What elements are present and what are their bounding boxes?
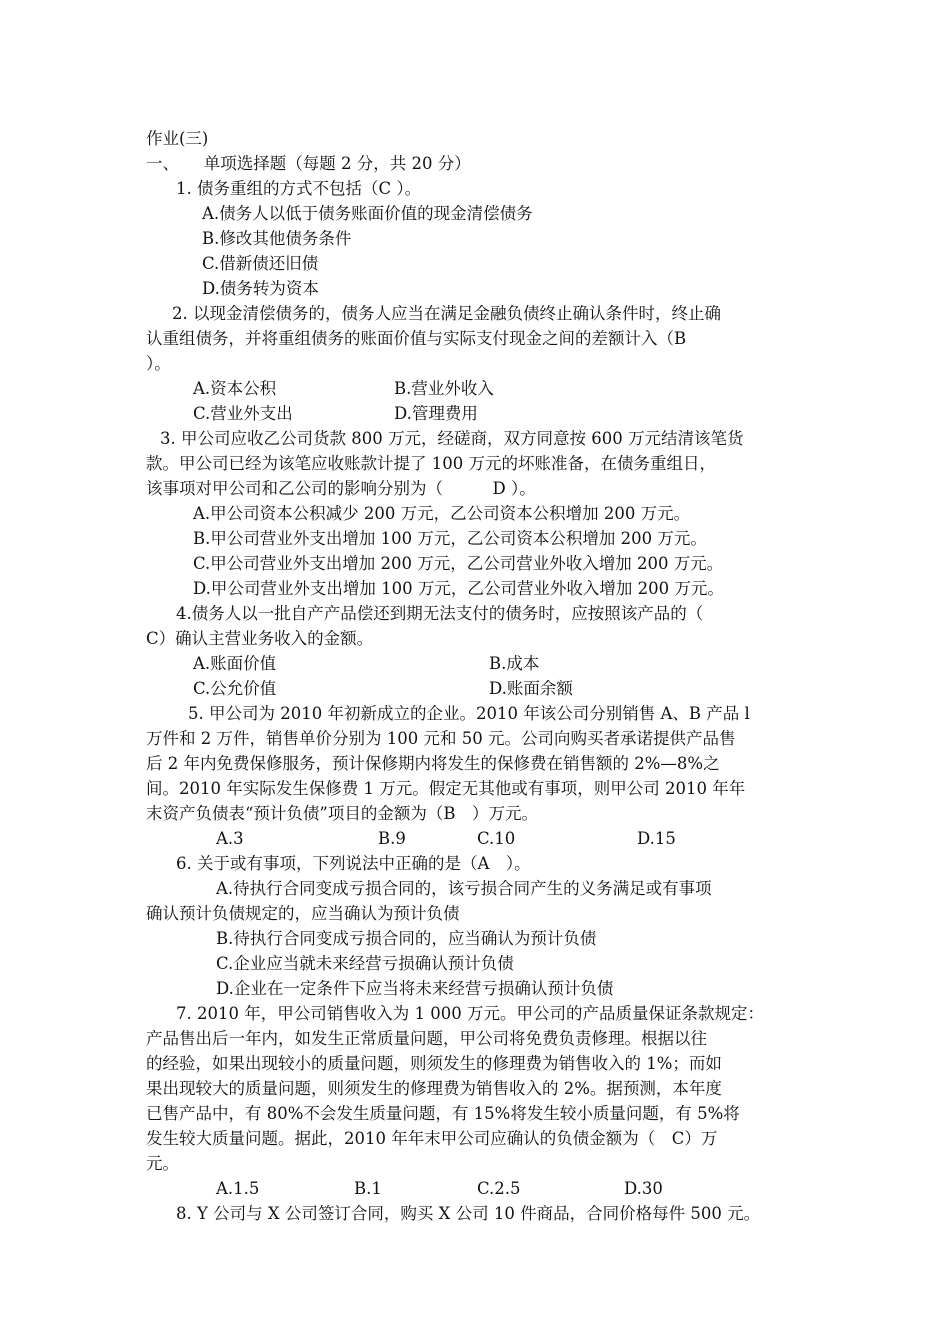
q3-option-a: A.甲公司资本公积减少 200 万元，乙公司资本公积增加 200 万元。	[193, 504, 691, 523]
q4-option-b: B.成本	[489, 654, 540, 673]
q1-option-c: C.借新债还旧债	[202, 254, 319, 273]
q4-text-1: 4.债务人以一批自产产品偿还到期无法支付的债务时，应按照该产品的（	[176, 604, 704, 623]
q1-option-a: A.债务人以低于债务账面价值的现金清偿债务	[202, 204, 533, 223]
q7-text-2: 产品售出后一年内，如发生正常质量问题，甲公司将免费负责修理。根据以往	[146, 1029, 707, 1048]
q3-text-1: 3. 甲公司应收乙公司货款 800 万元，经磋商，双方同意按 600 万元结清该笔货	[160, 429, 744, 448]
q5-text-1: 5. 甲公司为 2010 年初新成立的企业。2010 年该公司分别销售 A、B 产品 l	[188, 704, 750, 723]
q1-option-b: B.修改其他债务条件	[202, 229, 352, 248]
q5-text-4: 间。2010 年实际发生保修费 1 万元。假定无其他或有事项，则甲公司 2010 年年	[146, 779, 746, 798]
q5-option-a: A.3	[216, 829, 244, 848]
q7-text-6: 发生较大质量问题。据此，2010 年年末甲公司应确认的负债金额为（ C）万	[146, 1129, 718, 1148]
q4-option-a: A.账面价值	[193, 654, 277, 673]
q7-text-4: 果出现较大的质量问题，则须发生的修理费为销售收入的 2%。据预测，本年度	[146, 1079, 722, 1098]
section-heading: 一、 单项选择题（每题 2 分，共 20 分）	[146, 154, 471, 173]
q5-text-5: 末资产负债表“预计负债”项目的金额为（B ）万元。	[146, 804, 538, 823]
q6-option-d: D.企业在一定条件下应当将未来经营亏损确认预计负债	[216, 979, 614, 998]
q1-stem: 1. 债务重组的方式不包括（C ）。	[176, 179, 422, 198]
q5-text-3: 后 2 年内免费保修服务，预计保修期内将发生的保修费在销售额的 2%—8%之	[146, 754, 720, 773]
q2-option-b: B.营业外收入	[394, 379, 494, 398]
q7-option-a: A.1.5	[216, 1179, 260, 1198]
q5-option-d: D.15	[637, 829, 676, 848]
doc-title: 作业(三)	[146, 129, 209, 148]
q5-option-b: B.9	[378, 829, 406, 848]
q3-text-3: 该事项对甲公司和乙公司的影响分别为（ D ）。	[146, 479, 536, 498]
q2-text-3: ）。	[146, 354, 171, 373]
q7-text-1: 7. 2010 年，甲公司销售收入为 1 000 万元。甲公司的产品质量保证条款规定：	[176, 1004, 764, 1023]
q3-option-d: D.甲公司营业外支出增加 100 万元，乙公司营业外收入增加 200 万元。	[193, 579, 724, 598]
q3-option-b: B.甲公司营业外支出增加 100 万元，乙公司资本公积增加 200 万元。	[193, 529, 707, 548]
q3-option-c: C.甲公司营业外支出增加 200 万元，乙公司营业外收入增加 200 万元。	[193, 554, 724, 573]
q4-option-c: C.公允价值	[193, 679, 277, 698]
q7-option-c: C.2.5	[477, 1179, 521, 1198]
q2-option-c: C.营业外支出	[193, 404, 293, 423]
q5-text-2: 万件和 2 万件，销售单价分别为 100 元和 50 元。公司向购买者承诺提供产品售	[146, 729, 736, 748]
q6-option-b: B.待执行合同变成亏损合同的，应当确认为预计负债	[216, 929, 597, 948]
q7-option-d: D.30	[624, 1179, 663, 1198]
q7-text-7: 元。	[146, 1154, 179, 1173]
q6-option-c: C.企业应当就未来经营亏损确认预计负债	[216, 954, 514, 973]
q4-text-2: C）确认主营业务收入的金额。	[146, 629, 374, 648]
q8-text-1: 8. Y 公司与 X 公司签订合同，购买 X 公司 10 件商品，合同价格每件 500 元。	[176, 1204, 761, 1223]
q6-stem: 6. 关于或有事项，下列说法中正确的是（A ）。	[176, 854, 531, 873]
q2-text-2: 认重组债务，并将重组债务的账面价值与实际支付现金之间的差额计入（B	[146, 329, 687, 348]
q5-option-c: C.10	[477, 829, 516, 848]
q3-text-2: 款。甲公司已经为该笔应收账款计提了 100 万元的坏账准备，在债务重组日，	[146, 454, 716, 473]
q2-option-a: A.资本公积	[193, 379, 277, 398]
q7-text-3: 的经验，如果出现较小的质量问题，则须发生的修理费为销售收入的 1%；而如	[146, 1054, 722, 1073]
q1-option-d: D.债务转为资本	[202, 279, 319, 298]
q2-option-d: D.管理费用	[394, 404, 478, 423]
q2-text-1: 2. 以现金清偿债务的，债务人应当在满足金融负债终止确认条件时，终止确	[172, 304, 721, 323]
q7-option-b: B.1	[354, 1179, 382, 1198]
q7-text-5: 已售产品中，有 80%不会发生质量问题，有 15%将发生较小质量问题，有 5%将	[146, 1104, 740, 1123]
q4-option-d: D.账面余额	[489, 679, 573, 698]
q6-option-a-2: 确认预计负债规定的，应当确认为预计负债	[146, 904, 460, 923]
q6-option-a-1: A.待执行合同变成亏损合同的，该亏损合同产生的义务满足或有事项	[216, 879, 712, 898]
